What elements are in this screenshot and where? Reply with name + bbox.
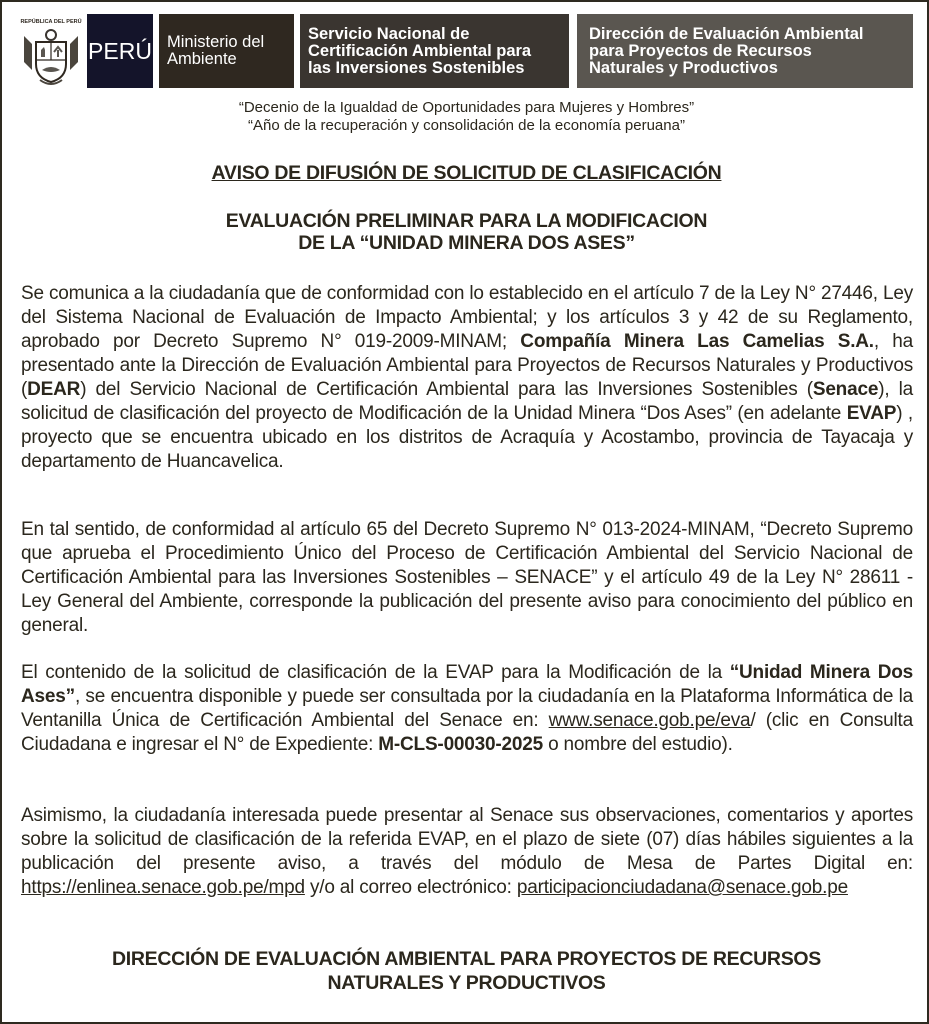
peru-logo-box <box>87 14 153 88</box>
official-mottos <box>2 99 929 135</box>
project-name: “Unidad Minera Dos Ases” <box>21 662 913 707</box>
footer-line: DIRECCIÓN DE EVALUACIÓN AMBIENTAL PARA PROYECTOS DE RECURSOS <box>112 948 821 970</box>
senace-line: las Inversiones Sostenibles <box>308 58 525 77</box>
coat-of-arms-label: REPÚBLICA DEL PERÚ <box>20 19 82 25</box>
mesa-partes-link[interactable]: https://enlinea.senace.gob.pe/mpd <box>21 877 305 898</box>
text: , ha presentado ante la Dirección de Evaluación Ambiental para Proyectos de Recursos Naturales y Productivos ( <box>21 331 913 400</box>
subtitle-line: EVALUACIÓN PRELIMINAR PARA LA MODIFICACION <box>225 210 708 232</box>
text: ) del Servicio Nacional de Certificación Ambiental para las Inversiones Sostenibles ( <box>80 379 813 400</box>
notice-subtitle <box>2 210 929 254</box>
senace-line: Servicio Nacional de <box>308 24 470 43</box>
text: / (clic en Consulta Ciudadana e ingresar el N° de Expediente: <box>21 710 913 755</box>
dear-line: Naturales y Productivos <box>589 58 778 77</box>
motto-decade: “Decenio de la Igualdad de Oportunidades para Mujeres y Hombres” <box>238 99 695 116</box>
file-number: M-CLS-00030-2025 <box>378 734 543 755</box>
company-name: Compañía Minera Las Camelias S.A. <box>520 331 874 352</box>
text: El contenido de la solicitud de clasificación de la EVAP para la Modificación de la <box>21 662 730 683</box>
senace-eva-link[interactable]: www.senace.gob.pe/eva <box>548 710 751 731</box>
ministry-line: Ministerio del <box>167 33 265 51</box>
ministry-logo-box <box>159 14 294 88</box>
paragraph-legal-basis: En tal sentido, de conformidad al artículo 65 del Decreto Supremo N° 013-2024-MINAM, “Decreto Supremo que aprueba el Procedimiento Único del Proceso de Certificación Ambiental del Servicio Nacional de Certificación Ambiental para las Inversiones Sostenibles – SENACE” y el artículo 49 de la Ley N° 28611 - Ley General del Ambiente, corresponde la publicación del presente aviso para conocimiento del público en general. <box>21 519 913 636</box>
subtitle-line: DE LA “UNIDAD MINERA DOS ASES” <box>298 232 635 254</box>
text: Se comunica a la ciudadanía que de conformidad con lo establecido en el artículo 7 de la Ley N° 27446, Ley del Sistema Nacional de Evaluación de Impacto Ambiental; y los artículos 3 y 42 de su Reglamento, aprobado por Decreto Supremo N° 019-2009-MINAM; <box>21 283 913 352</box>
dear-logo-box <box>577 14 913 88</box>
text: y/o al correo electrónico: <box>304 877 517 898</box>
paragraph-observations <box>21 804 913 900</box>
ministry-line: Ambiente <box>167 50 237 68</box>
coat-of-arms-icon <box>18 14 84 88</box>
dear-line: Dirección de Evaluación Ambiental <box>589 24 864 43</box>
email-link[interactable]: participacionciudadana@senace.gob.pe <box>516 877 848 898</box>
dear-acronym: DEAR <box>27 379 81 400</box>
text: ) , proyecto que se encuentra ubicado en los distritos de Acraquía y Acostambo, provincia de Tayacaja y departamento de Huancavelica. <box>21 403 913 472</box>
paragraph-announcement <box>21 282 913 474</box>
senace-acronym: Senace <box>812 379 879 400</box>
paragraph-consultation <box>21 661 913 757</box>
footer-signature <box>2 947 929 995</box>
footer-line: NATURALES Y PRODUCTIVOS <box>327 972 606 994</box>
peru-label: PERÚ <box>88 37 152 64</box>
text: ), la solicitud de clasificación del proyecto de Modificación de la Unidad Minera “Dos Ases” (en adelante <box>21 379 913 424</box>
text: o nombre del estudio). <box>543 734 733 755</box>
text: Asimismo, la ciudadanía interesada puede presentar al Senace sus observaciones, comentarios y aportes sobre la solicitud de clasificación de la referida EVAP, en el plazo de siete (07) días hábiles siguientes a la publicación del presente aviso, a través del módulo de Mesa de Partes Digital en: <box>21 805 913 874</box>
text: , se encuentra disponible y puede ser consultada por la ciudadanía en la Plataforma Informática de la Ventanilla Única de Certificación Ambiental del Senace en: <box>21 686 913 731</box>
dear-line: para Proyectos de Recursos <box>589 41 812 60</box>
senace-logo-box <box>300 14 569 88</box>
senace-line: Certificación Ambiental para <box>308 41 532 60</box>
notice-title: AVISO DE DIFUSIÓN DE SOLICITUD DE CLASIFICACIÓN <box>211 162 722 184</box>
evap-acronym: EVAP <box>846 403 897 424</box>
header-logos <box>16 14 916 88</box>
motto-year: “Año de la recuperación y consolidación de la economía peruana” <box>248 117 685 134</box>
